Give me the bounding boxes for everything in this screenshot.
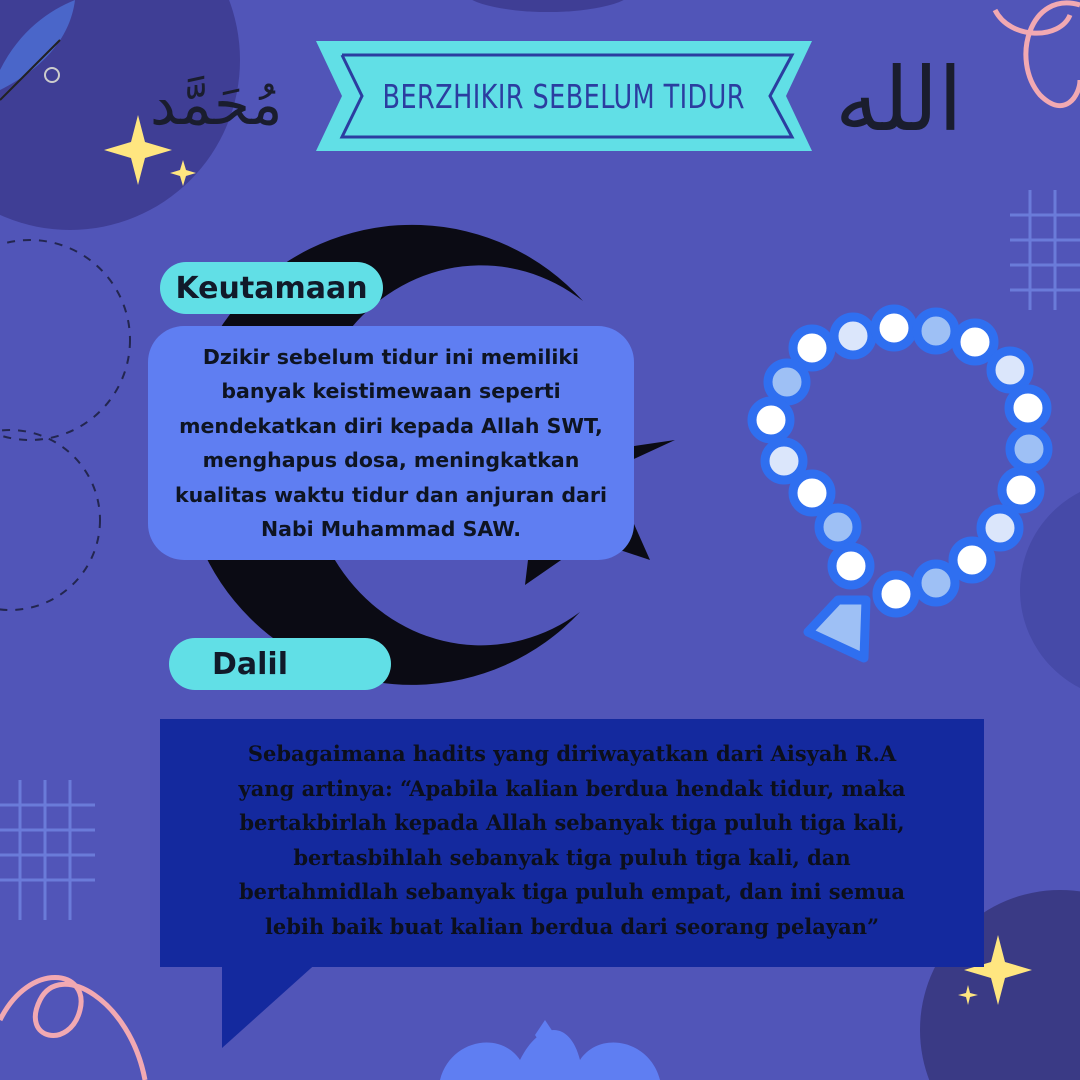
dalil-label: Dalil — [169, 638, 391, 690]
dalil-text — [182, 737, 962, 967]
keutamaan-line: menghapus dosa, meningkatkan — [202, 448, 580, 472]
dalil-line: bertasbihlah sebanyak tiga puluh tiga kali, dan — [293, 844, 851, 870]
dalil-line: lebih baik buat kalian berdua dari seorang pelayan” — [264, 913, 880, 939]
muhammad-calligraphy: مُحَمَّد — [150, 70, 283, 138]
keutamaan-line: kualitas waktu tidur dan anjuran dari — [175, 482, 607, 507]
keutamaan-line: banyak keistimewaan seperti — [221, 379, 561, 403]
dalil-line: yang artinya: “Apabila kalian berdua hendak tidur, maka — [238, 775, 906, 801]
dalil-line: bertakbirlah kepada Allah sebanyak tiga puluh tiga kali, — [239, 810, 905, 835]
allah-calligraphy: الله — [835, 48, 963, 151]
keutamaan-line: Nabi Muhammad SAW. — [260, 517, 522, 541]
keutamaan-line: mendekatkan diri kepada Allah SWT, — [179, 413, 603, 438]
dalil-line: bertahmidlah sebanyak tiga puluh empat, dan ini semua — [238, 879, 906, 904]
keutamaan-line: Dzikir sebelum tidur ini memiliki — [202, 344, 580, 369]
dalil-box — [160, 719, 984, 967]
page-title: BERZHIKIR SEBELUM TIDUR — [382, 76, 746, 116]
keutamaan-label: Keutamaan — [160, 262, 383, 314]
dalil-line: Sebagaimana hadits yang diriwayatkan dari Aisyah R.A — [247, 741, 897, 766]
